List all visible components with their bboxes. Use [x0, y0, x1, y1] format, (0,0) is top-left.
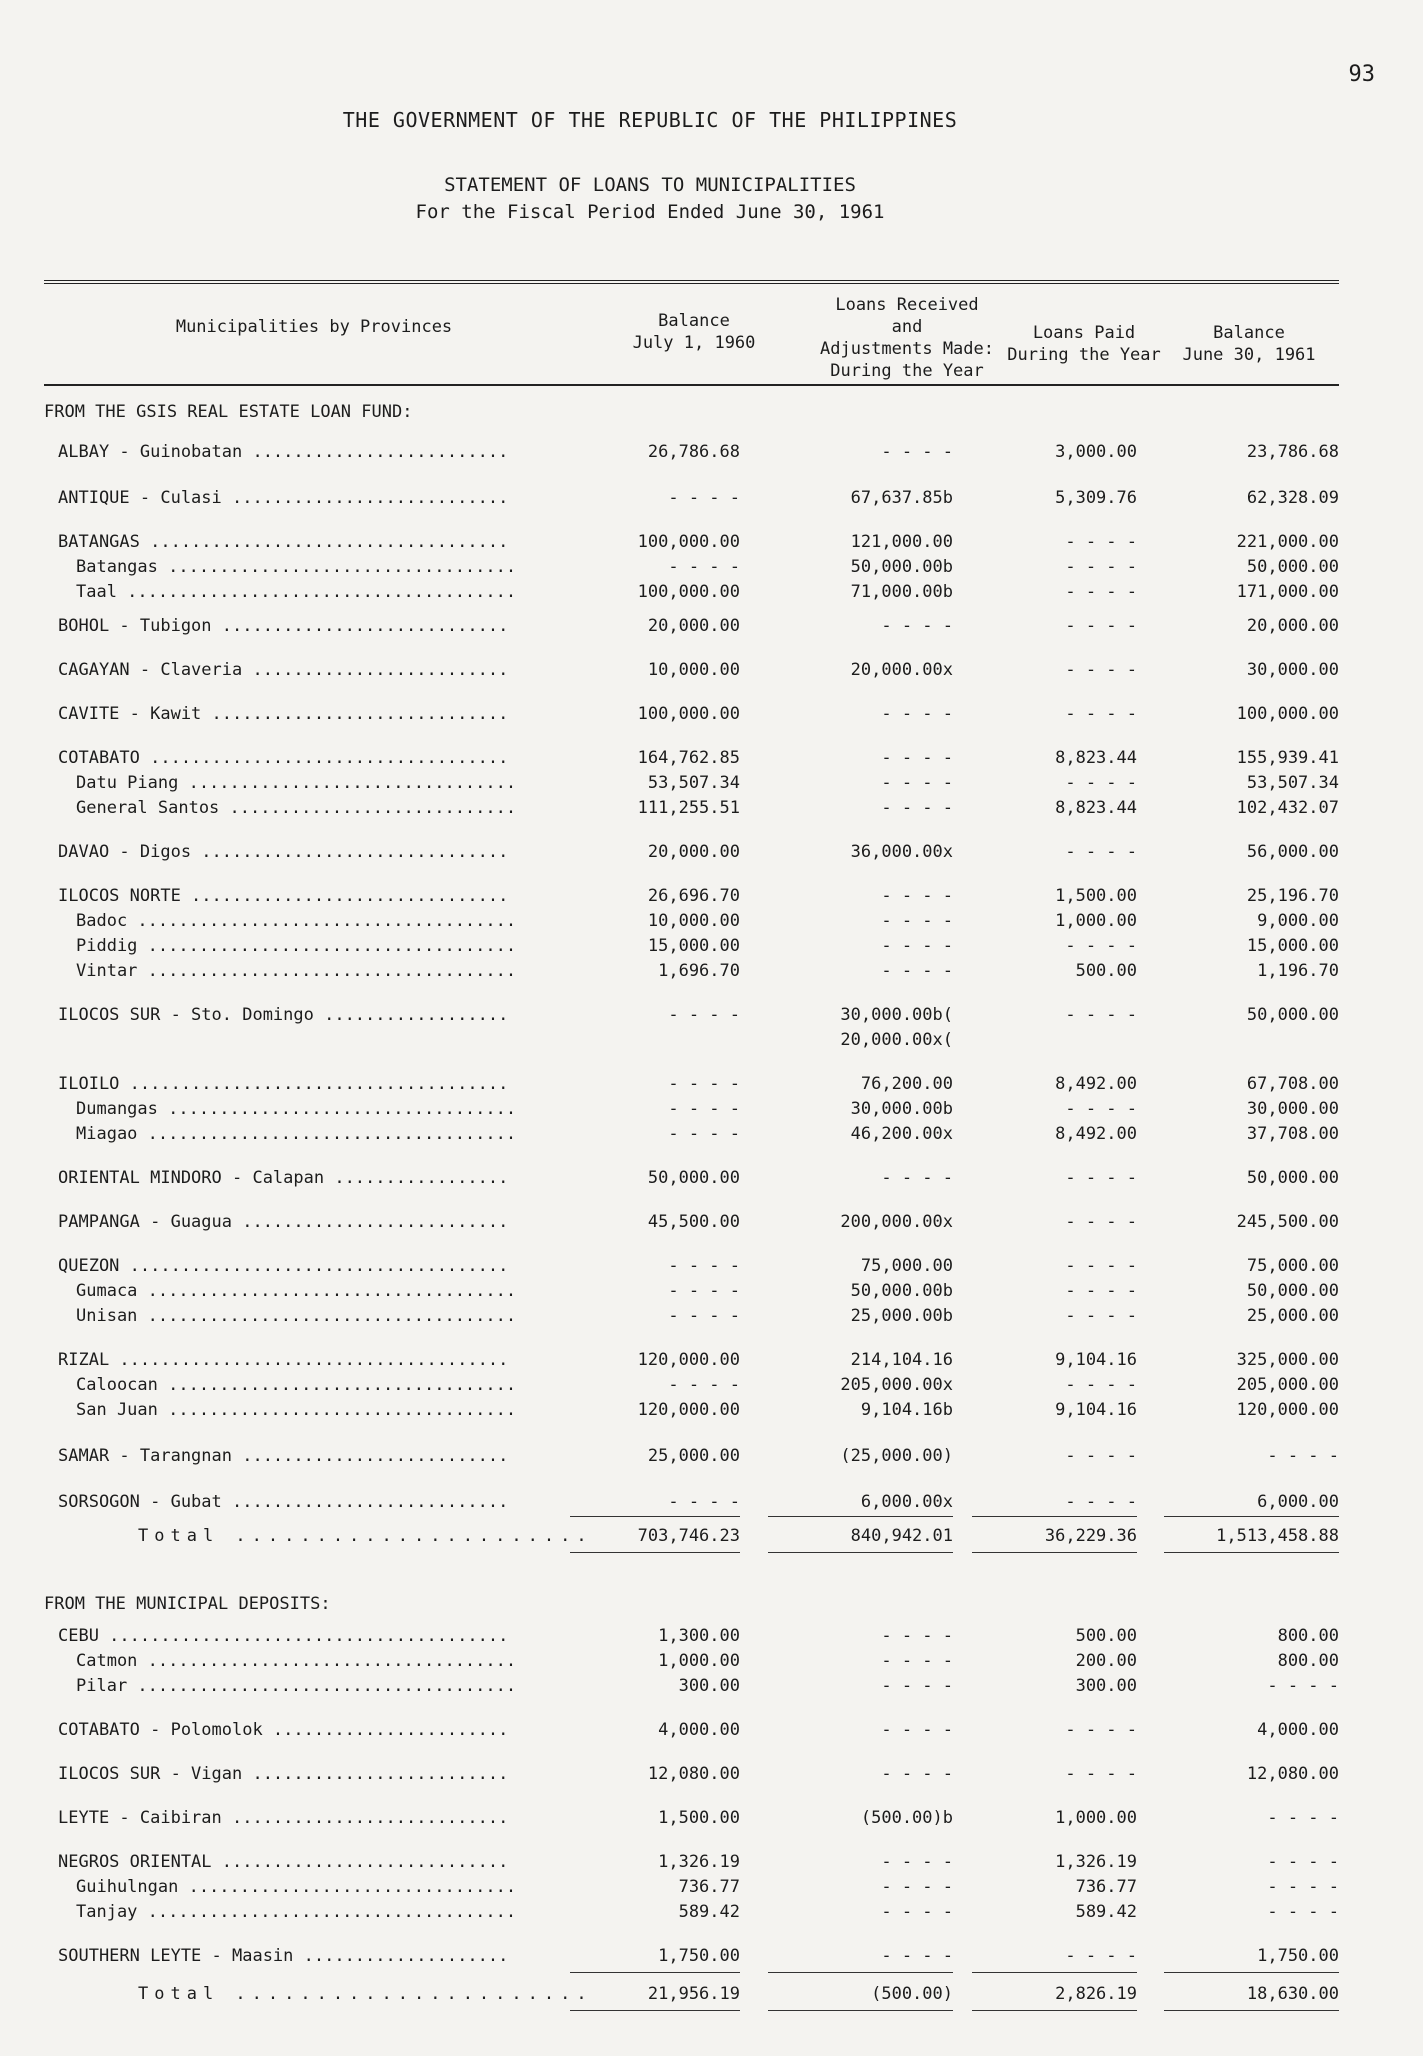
header-balance-start: Balance July 1, 1960 — [632, 311, 756, 353]
table-row — [0, 1212, 1423, 1236]
cell-balance-start: - - - - — [668, 1074, 740, 1094]
cell-balance-end: 4,000.00 — [1257, 1720, 1339, 1740]
table-row — [0, 532, 1423, 556]
row-label: RIZAL ...................................... — [58, 1350, 509, 1370]
table-row — [0, 1099, 1423, 1123]
cell-balance-end: 120,000.00 — [1236, 1400, 1339, 1420]
cell-loans-received: 67,637.85b — [850, 488, 953, 508]
row-label: Unisan .................................... — [76, 1306, 517, 1326]
row-label: NEGROS ORIENTAL ............................ — [58, 1852, 509, 1872]
cell-balance-end: - - - - — [1267, 1446, 1339, 1466]
cell-balance-end: 25,196.70 — [1246, 886, 1339, 906]
table-row — [0, 1764, 1423, 1788]
table-row — [0, 1852, 1423, 1876]
cell-loans-received: 75,000.00 — [860, 1256, 953, 1276]
cell-loans-received: 20,000.00x( — [840, 1030, 953, 1050]
cell-loans-received: - - - - — [881, 961, 953, 981]
total-double-underline — [768, 2010, 953, 2011]
cell-balance-start: 10,000.00 — [647, 660, 740, 680]
cell-loans-paid: - - - - — [1065, 582, 1137, 602]
cell-balance-start: 12,080.00 — [647, 1764, 740, 1784]
cell-balance-start: 1,500.00 — [658, 1808, 740, 1828]
cell-balance-end: - - - - — [1267, 1877, 1339, 1897]
cell-balance-start: - - - - — [668, 1256, 740, 1276]
cell-balance-start: 4,000.00 — [658, 1720, 740, 1740]
row-label: Total ...................... — [138, 1526, 593, 1546]
table-row — [0, 1676, 1423, 1700]
total-underline — [768, 1972, 953, 1973]
row-label: Caloocan .................................. — [76, 1375, 517, 1395]
header-loans-received: Loans Received and Adjustments Made: During the Year — [820, 295, 994, 381]
cell-loans-received: - - - - — [881, 1946, 953, 1966]
cell-balance-end: 1,750.00 — [1257, 1946, 1339, 1966]
cell-loans-received: - - - - — [881, 1877, 953, 1897]
row-label: Pilar ..................................... — [76, 1676, 517, 1696]
table-row — [0, 1281, 1423, 1305]
table-row — [0, 1446, 1423, 1470]
cell-balance-start: 703,746.23 — [637, 1526, 740, 1546]
cell-balance-end: 30,000.00 — [1246, 1099, 1339, 1119]
cell-balance-start: 100,000.00 — [637, 532, 740, 552]
cell-loans-received: (500.00)b — [860, 1808, 953, 1828]
table-row — [0, 1808, 1423, 1832]
cell-balance-end: 53,507.34 — [1246, 773, 1339, 793]
header-top-rule — [44, 280, 1339, 284]
table-row — [0, 773, 1423, 797]
row-label: PAMPANGA - Guagua .......................... — [58, 1212, 509, 1232]
row-label: ILOCOS NORTE ............................... — [58, 886, 509, 906]
cell-loans-paid: - - - - — [1065, 660, 1137, 680]
cell-loans-paid: - - - - — [1065, 532, 1137, 552]
cell-loans-received: - - - - — [881, 616, 953, 636]
cell-loans-received: 205,000.00x — [840, 1375, 953, 1395]
total-underline — [972, 1972, 1137, 1973]
cell-balance-start: 26,786.68 — [647, 442, 740, 462]
cell-loans-paid: - - - - — [1065, 1375, 1137, 1395]
table-row — [0, 1626, 1423, 1650]
document-title: THE GOVERNMENT OF THE REPUBLIC OF THE PHILIPPINES — [342, 108, 958, 132]
table-row — [0, 1375, 1423, 1399]
row-label: ILOCOS SUR - Vigan ......................... — [58, 1764, 509, 1784]
cell-balance-start: 1,300.00 — [658, 1626, 740, 1646]
cell-loans-paid: 5,309.76 — [1055, 488, 1137, 508]
table-row — [0, 616, 1423, 640]
table-row — [0, 1124, 1423, 1148]
row-label: SOUTHERN LEYTE - Maasin .................... — [58, 1946, 509, 1966]
row-label: CAVITE - Kawit ............................. — [58, 704, 509, 724]
cell-balance-start: 100,000.00 — [637, 704, 740, 724]
table-row — [0, 582, 1423, 606]
cell-loans-received: 200,000.00x — [840, 1212, 953, 1232]
cell-loans-paid: 9,104.16 — [1055, 1400, 1137, 1420]
table-row — [0, 1168, 1423, 1192]
cell-balance-start: - - - - — [668, 1281, 740, 1301]
cell-loans-received: 46,200.00x — [850, 1124, 953, 1144]
row-label: QUEZON ..................................... — [58, 1256, 509, 1276]
table-row — [0, 442, 1423, 466]
row-label: BOHOL - Tubigon ............................ — [58, 616, 509, 636]
cell-loans-received: 25,000.00b — [850, 1306, 953, 1326]
cell-balance-start: - - - - — [668, 1124, 740, 1144]
cell-loans-paid: - - - - — [1065, 1099, 1137, 1119]
cell-balance-start: - - - - — [668, 1005, 740, 1025]
cell-balance-start: 1,326.19 — [658, 1852, 740, 1872]
subtitle-line-2: For the Fiscal Period Ended June 30, 1961 — [415, 201, 885, 223]
cell-loans-paid: - - - - — [1065, 936, 1137, 956]
table-row — [0, 1074, 1423, 1098]
cell-loans-paid: - - - - — [1065, 704, 1137, 724]
cell-balance-end: 221,000.00 — [1236, 532, 1339, 552]
cell-loans-received: 50,000.00b — [850, 1281, 953, 1301]
cell-balance-start: 25,000.00 — [647, 1446, 740, 1466]
row-label: ALBAY - Guinobatan ......................... — [58, 442, 509, 462]
cell-loans-received: (500.00) — [871, 1984, 953, 2004]
cell-loans-received: - - - - — [881, 1902, 953, 1922]
cell-loans-paid: 8,823.44 — [1055, 748, 1137, 768]
header-bottom-rule — [44, 384, 1339, 386]
cell-balance-end: - - - - — [1267, 1808, 1339, 1828]
cell-loans-received: (25,000.00) — [840, 1446, 953, 1466]
cell-loans-paid: 8,823.44 — [1055, 798, 1137, 818]
cell-balance-end: 325,000.00 — [1236, 1350, 1339, 1370]
cell-loans-received: 30,000.00b( — [840, 1005, 953, 1025]
table-row — [0, 1720, 1423, 1744]
cell-balance-start: 45,500.00 — [647, 1212, 740, 1232]
cell-balance-end: 56,000.00 — [1246, 842, 1339, 862]
cell-balance-end: 62,328.09 — [1246, 488, 1339, 508]
cell-loans-paid: - - - - — [1065, 1306, 1137, 1326]
cell-loans-received: 9,104.16b — [860, 1400, 953, 1420]
cell-loans-received: 121,000.00 — [850, 532, 953, 552]
row-label: SAMAR - Tarangnan .......................... — [58, 1446, 509, 1466]
total-double-underline — [972, 1552, 1137, 1553]
table-row — [0, 1350, 1423, 1374]
document-subtitle — [0, 172, 1300, 226]
cell-loans-paid: - - - - — [1065, 1168, 1137, 1188]
cell-balance-start: 1,750.00 — [658, 1946, 740, 1966]
cell-balance-end: 30,000.00 — [1246, 660, 1339, 680]
cell-balance-start: 15,000.00 — [647, 936, 740, 956]
cell-loans-paid: 2,826.19 — [1055, 1984, 1137, 2004]
table-row — [0, 704, 1423, 728]
table-row — [0, 748, 1423, 772]
cell-balance-end: 9,000.00 — [1257, 911, 1339, 931]
table-row — [0, 842, 1423, 866]
cell-loans-paid: - - - - — [1065, 1256, 1137, 1276]
cell-balance-start: 20,000.00 — [647, 616, 740, 636]
cell-loans-received: - - - - — [881, 911, 953, 931]
table-row — [0, 936, 1423, 960]
cell-balance-end: 50,000.00 — [1246, 1281, 1339, 1301]
cell-balance-end: 245,500.00 — [1236, 1212, 1339, 1232]
row-label: COTABATO - Polomolok ....................... — [58, 1720, 509, 1740]
cell-loans-paid: 300.00 — [1075, 1676, 1137, 1696]
cell-balance-end: 800.00 — [1277, 1651, 1339, 1671]
row-label: Taal ...................................... — [76, 582, 517, 602]
total-double-underline — [1164, 2010, 1339, 2011]
page-number: 93 — [1348, 62, 1375, 87]
cell-loans-received: 840,942.01 — [850, 1526, 953, 1546]
row-label: Vintar .................................... — [76, 961, 517, 981]
cell-balance-end: 67,708.00 — [1246, 1074, 1339, 1094]
cell-loans-received: - - - - — [881, 773, 953, 793]
cell-loans-received: - - - - — [881, 1626, 953, 1646]
cell-loans-received: - - - - — [881, 1168, 953, 1188]
table-row — [0, 557, 1423, 581]
cell-loans-received: - - - - — [881, 704, 953, 724]
cell-balance-start: 20,000.00 — [647, 842, 740, 862]
cell-loans-paid: - - - - — [1065, 1946, 1137, 1966]
total-double-underline — [972, 2010, 1137, 2011]
cell-loans-paid: 8,492.00 — [1055, 1124, 1137, 1144]
cell-balance-start: 164,762.85 — [637, 748, 740, 768]
header-loans-paid: Loans Paid During the Year — [1007, 323, 1161, 365]
cell-balance-end: 50,000.00 — [1246, 1168, 1339, 1188]
row-label: ANTIQUE - Culasi ........................... — [58, 488, 509, 508]
table-row — [0, 1877, 1423, 1901]
cell-loans-paid: - - - - — [1065, 773, 1137, 793]
cell-balance-end: 6,000.00 — [1257, 1492, 1339, 1512]
cell-balance-start: 120,000.00 — [637, 1400, 740, 1420]
cell-loans-paid: 200.00 — [1075, 1651, 1137, 1671]
row-label: Piddig .................................... — [76, 936, 517, 956]
cell-loans-received: - - - - — [881, 936, 953, 956]
cell-loans-paid: 36,229.36 — [1044, 1526, 1137, 1546]
section-heading: FROM THE GSIS REAL ESTATE LOAN FUND: — [44, 402, 413, 422]
total-underline — [768, 1516, 953, 1517]
cell-loans-paid: - - - - — [1065, 1764, 1137, 1784]
row-label: Dumangas .................................. — [76, 1099, 517, 1119]
cell-loans-paid: - - - - — [1065, 616, 1137, 636]
table-row — [0, 961, 1423, 985]
total-underline — [1164, 1972, 1339, 1973]
table-row — [0, 1946, 1423, 1970]
row-label: ILOCOS SUR - Sto. Domingo .................. — [58, 1005, 509, 1025]
cell-balance-start: 21,956.19 — [647, 1984, 740, 2004]
cell-balance-end: 50,000.00 — [1246, 1005, 1339, 1025]
cell-loans-received: 6,000.00x — [860, 1492, 953, 1512]
cell-balance-start: 50,000.00 — [647, 1168, 740, 1188]
cell-balance-start: - - - - — [668, 1492, 740, 1512]
cell-loans-received: - - - - — [881, 798, 953, 818]
cell-loans-paid: 1,000.00 — [1055, 911, 1137, 931]
table-row — [0, 1256, 1423, 1280]
cell-loans-received: 214,104.16 — [850, 1350, 953, 1370]
table-row — [0, 1400, 1423, 1424]
cell-balance-end: 1,196.70 — [1257, 961, 1339, 981]
cell-loans-paid: 500.00 — [1075, 1626, 1137, 1646]
cell-balance-end: 1,513,458.88 — [1216, 1526, 1339, 1546]
total-double-underline — [768, 1552, 953, 1553]
table-row — [0, 1492, 1423, 1516]
cell-balance-start: - - - - — [668, 1306, 740, 1326]
cell-loans-paid: 1,500.00 — [1055, 886, 1137, 906]
row-label: Tanjay .................................... — [76, 1902, 517, 1922]
total-underline — [570, 1972, 740, 1973]
cell-balance-end: 20,000.00 — [1246, 616, 1339, 636]
cell-balance-start: 300.00 — [678, 1676, 740, 1696]
cell-balance-end: 15,000.00 — [1246, 936, 1339, 956]
cell-balance-end: - - - - — [1267, 1902, 1339, 1922]
cell-loans-paid: 3,000.00 — [1055, 442, 1137, 462]
table-row — [0, 1902, 1423, 1926]
table-row — [0, 660, 1423, 684]
cell-balance-end: 50,000.00 — [1246, 557, 1339, 577]
cell-loans-paid: - - - - — [1065, 1281, 1137, 1301]
row-label: San Juan .................................. — [76, 1400, 517, 1420]
cell-loans-received: 36,000.00x — [850, 842, 953, 862]
total-double-underline — [1164, 1552, 1339, 1553]
cell-balance-start: 589.42 — [678, 1902, 740, 1922]
cell-loans-paid: 1,326.19 — [1055, 1852, 1137, 1872]
cell-balance-end: 12,080.00 — [1246, 1764, 1339, 1784]
total-underline — [972, 1516, 1137, 1517]
row-label: Total ...................... — [138, 1984, 593, 2004]
cell-loans-paid: 736.77 — [1075, 1877, 1137, 1897]
cell-balance-start: 53,507.34 — [647, 773, 740, 793]
cell-loans-paid: 8,492.00 — [1055, 1074, 1137, 1094]
row-label: LEYTE - Caibiran ........................... — [58, 1808, 509, 1828]
total-double-underline — [570, 1552, 740, 1553]
cell-loans-paid: - - - - — [1065, 1720, 1137, 1740]
table-row — [0, 798, 1423, 822]
cell-loans-paid: - - - - — [1065, 842, 1137, 862]
table-header — [44, 286, 1339, 382]
cell-loans-received: - - - - — [881, 1852, 953, 1872]
cell-balance-start: - - - - — [668, 557, 740, 577]
cell-balance-end: 205,000.00 — [1236, 1375, 1339, 1395]
cell-loans-paid: - - - - — [1065, 1446, 1137, 1466]
cell-loans-received: - - - - — [881, 1764, 953, 1784]
cell-balance-start: 100,000.00 — [637, 582, 740, 602]
cell-balance-end: - - - - — [1267, 1852, 1339, 1872]
cell-loans-received: - - - - — [881, 1676, 953, 1696]
cell-balance-end: 100,000.00 — [1236, 704, 1339, 724]
cell-loans-paid: - - - - — [1065, 1005, 1137, 1025]
row-label: ORIENTAL MINDORO - Calapan ................. — [58, 1168, 509, 1188]
total-underline — [1164, 1516, 1339, 1517]
header-balance-end: Balance June 30, 1961 — [1182, 323, 1316, 365]
cell-balance-end: 155,939.41 — [1236, 748, 1339, 768]
row-label: Miagao .................................... — [76, 1124, 517, 1144]
row-label: Batangas .................................. — [76, 557, 517, 577]
cell-balance-end: 18,630.00 — [1246, 1984, 1339, 2004]
table-row — [0, 1306, 1423, 1330]
cell-balance-start: 1,000.00 — [658, 1651, 740, 1671]
cell-loans-received: - - - - — [881, 748, 953, 768]
cell-loans-paid: 1,000.00 — [1055, 1808, 1137, 1828]
cell-balance-end: 23,786.68 — [1246, 442, 1339, 462]
total-row — [0, 1984, 1423, 2008]
table-row — [0, 488, 1423, 512]
row-label: Guihulngan ................................ — [76, 1877, 517, 1897]
cell-loans-paid: - - - - — [1065, 1212, 1137, 1232]
row-label: BATANGAS ................................... — [58, 532, 509, 552]
cell-balance-start: 120,000.00 — [637, 1350, 740, 1370]
cell-loans-received: 71,000.00b — [850, 582, 953, 602]
cell-balance-start: 111,255.51 — [637, 798, 740, 818]
table-row — [0, 911, 1423, 935]
cell-loans-received: - - - - — [881, 1720, 953, 1740]
cell-balance-end: 800.00 — [1277, 1626, 1339, 1646]
cell-balance-end: 171,000.00 — [1236, 582, 1339, 602]
cell-loans-paid: 500.00 — [1075, 961, 1137, 981]
cell-balance-start: 26,696.70 — [647, 886, 740, 906]
cell-balance-start: 10,000.00 — [647, 911, 740, 931]
row-label: Catmon .................................... — [76, 1651, 517, 1671]
cell-balance-start: 1,696.70 — [658, 961, 740, 981]
cell-balance-end: 25,000.00 — [1246, 1306, 1339, 1326]
row-label: COTABATO ................................... — [58, 748, 509, 768]
row-label: SORSOGON - Gubat ........................... — [58, 1492, 509, 1512]
row-label: ILOILO ..................................... — [58, 1074, 509, 1094]
cell-loans-received: 50,000.00b — [850, 557, 953, 577]
cell-loans-received: - - - - — [881, 886, 953, 906]
row-label: General Santos ............................ — [76, 798, 517, 818]
cell-balance-end: 102,432.07 — [1236, 798, 1339, 818]
cell-balance-end: 75,000.00 — [1246, 1256, 1339, 1276]
row-label: CEBU ....................................... — [58, 1626, 509, 1646]
total-double-underline — [570, 2010, 740, 2011]
cell-balance-start: - - - - — [668, 1375, 740, 1395]
header-municipalities: Municipalities by Provinces — [175, 317, 453, 337]
row-label: Datu Piang ................................ — [76, 773, 517, 793]
cell-balance-start: - - - - — [668, 488, 740, 508]
subtitle-line-1: STATEMENT OF LOANS TO MUNICIPALITIES — [444, 174, 856, 196]
cell-loans-received: - - - - — [881, 1651, 953, 1671]
table-row — [0, 1005, 1423, 1029]
cell-loans-received: - - - - — [881, 442, 953, 462]
cell-balance-end: 37,708.00 — [1246, 1124, 1339, 1144]
cell-balance-start: 736.77 — [678, 1877, 740, 1897]
row-label: Gumaca .................................... — [76, 1281, 517, 1301]
row-label: DAVAO - Digos .............................. — [58, 842, 509, 862]
cell-loans-received: 30,000.00b — [850, 1099, 953, 1119]
cell-loans-paid: - - - - — [1065, 557, 1137, 577]
cell-balance-end: - - - - — [1267, 1676, 1339, 1696]
cell-loans-paid: 9,104.16 — [1055, 1350, 1137, 1370]
total-row — [0, 1526, 1423, 1550]
table-row — [0, 1030, 1423, 1054]
cell-balance-start: - - - - — [668, 1099, 740, 1119]
cell-loans-paid: 589.42 — [1075, 1902, 1137, 1922]
total-underline — [570, 1516, 740, 1517]
cell-loans-received: 76,200.00 — [860, 1074, 953, 1094]
row-label: Badoc ..................................... — [76, 911, 517, 931]
cell-loans-received: 20,000.00x — [850, 660, 953, 680]
row-label: CAGAYAN - Claveria ......................... — [58, 660, 509, 680]
section-heading: FROM THE MUNICIPAL DEPOSITS: — [44, 1594, 331, 1614]
table-row — [0, 1651, 1423, 1675]
table-row — [0, 886, 1423, 910]
cell-loans-paid: - - - - — [1065, 1492, 1137, 1512]
